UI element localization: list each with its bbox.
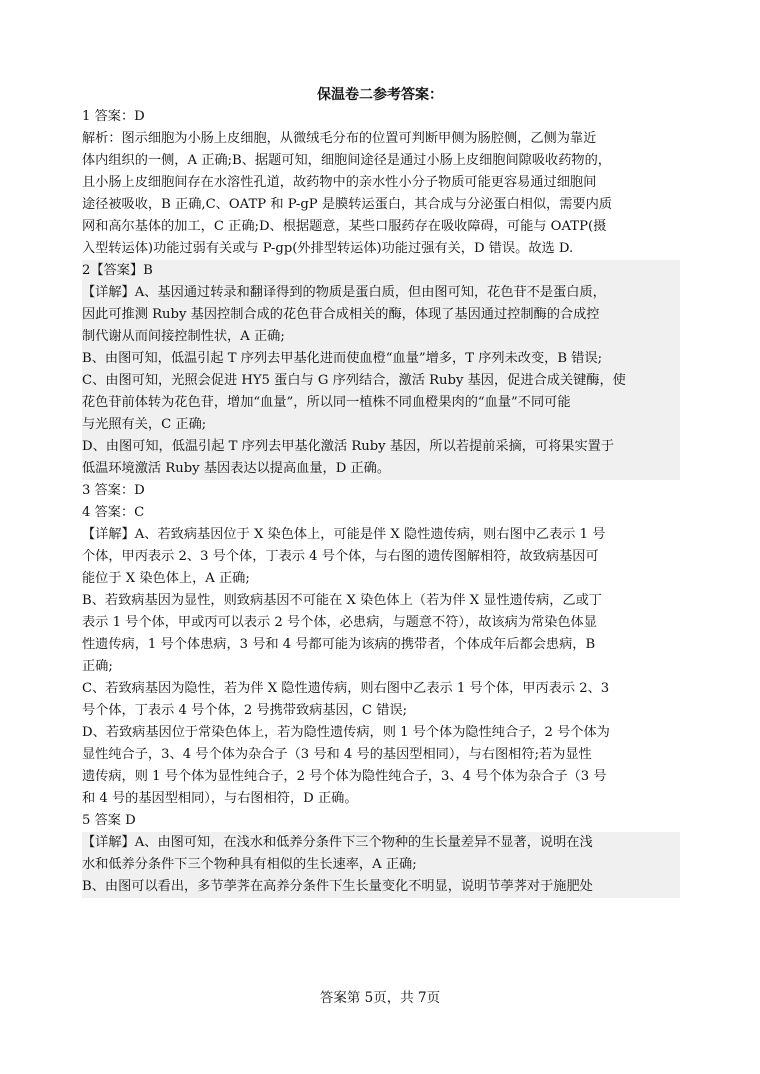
page-footer: 答案第 5页，共 7页	[319, 990, 441, 1006]
text-line: 低温环境激活 Ruby 基因表达以提高血量，D 正确。	[82, 458, 680, 480]
text-line: C、若致病基因为隐性，若为伴 X 隐性遗传病，则右图中乙表示 1 号个体，甲丙表示 2、3	[82, 681, 610, 696]
text-line: 能位于 X 染色体上，A 正确;	[82, 571, 250, 586]
text-line: B、若致病基因为显性，则致病基因不可能在 X 染色体上（若为伴 X 显性遗传病，乙或丁	[82, 593, 602, 608]
text-line: 个体，甲丙表示 2、3 号个体，丁表示 4 号个体，与右图的遗传图解相符，故致病基因可	[82, 549, 599, 564]
text-line: 正确;	[82, 659, 113, 674]
text-line: 网和高尔基体的加工，C 正确;D、根据题意，某些口服药存在吸收障碍，可能与 OATP(摄	[82, 219, 607, 234]
text-line: 遗传病，则 1 号个体为显性纯合子，2 号个体为隐性纯合子，3、4 号个体为杂合子（3 号	[82, 769, 607, 784]
text-line: 3 答案：D	[82, 483, 145, 498]
text-line: 且小肠上皮细胞间存在水溶性孔道，故药物中的亲水性小分子物质可能更容易通过细胞间	[82, 175, 597, 190]
answer-body	[82, 106, 680, 898]
text-line: 与光照有关，C 正确;	[82, 414, 680, 436]
text-line: 1 答案：D	[82, 109, 145, 124]
text-line: B、由图可知，低温引起 T 序列去甲基化进而使血橙“血量”增多，T 序列未改变，B 错误;	[82, 348, 680, 370]
text-line: 水和低养分条件下三个物种具有相似的生长速率，A 正确;	[82, 854, 680, 876]
text-line: 途径被吸收，B 正确,C、OATP 和 P-gP 是膜转运蛋白，其合成与分泌蛋白相似，需要内质	[82, 197, 612, 212]
text-line: 体内组织的一侧，A 正确;B、据题可知，细胞间途径是通过小肠上皮细胞间隙吸收药物的，	[82, 153, 611, 168]
document-title: 保温卷二参考答案：	[317, 87, 443, 103]
text-line: D、若致病基因位于常染色体上，若为隐性遗传病，则 1 号个体为隐性纯合子，2 号个体为	[82, 725, 610, 740]
text-line: B、由图可以看出，多节荸荠在高养分条件下生长量变化不明显，说明节荸荠对于施肥处	[82, 876, 680, 898]
text-line: 入型转运体)功能过弱有关或与 P-gp(外排型转运体)功能过强有关，D 错误。故选 D.	[82, 241, 574, 256]
text-line: C、由图可知，光照会促进 HY5 蛋白与 G 序列结合，激活 Ruby 基因，促进合成关键酶，使	[82, 370, 680, 392]
text-line: 花色苷前体转为花色苷，增加“血量”，所以同一植株不同血橙果肉的“血量”不同可能	[82, 392, 680, 414]
text-line: 【详解】A、由图可知，在浅水和低养分条件下三个物种的生长量差异不显著，说明在浅	[82, 832, 680, 854]
text-line: 5 答案 D	[82, 813, 136, 828]
text-line: 【详解】A、若致病基因位于 X 染色体上，可能是伴 X 隐性遗传病，则右图中乙表示 1 号	[82, 527, 606, 542]
text-line: 2【答案】B	[82, 260, 680, 282]
text-line: 因此可推测 Ruby 基因控制合成的花色苷合成相关的酶，体现了基因通过控制酶的合成控	[82, 304, 680, 326]
text-line: 和 4 号的基因型相同），与右图相符，D 正确。	[82, 791, 358, 806]
text-line: 【详解】A、基因通过转录和翻译得到的物质是蛋白质，但由图可知，花色苷不是蛋白质，	[82, 282, 680, 304]
text-line: 制代谢从而间接控制性状，A 正确;	[82, 326, 680, 348]
text-line: 4 答案：C	[82, 505, 145, 520]
text-line: 显性纯合子，3、4 号个体为杂合子（3 号和 4 号的基因型相同），与右图相符;若为显性	[82, 747, 592, 762]
text-line: 解析：图示细胞为小肠上皮细胞，从微绒毛分布的位置可判断甲侧为肠腔侧，乙侧为靠近	[82, 131, 597, 146]
text-line: 性遗传病，1 号个体患病，3 号和 4 号都可能为该病的携带者，个体成年后都会患病，B	[82, 637, 596, 652]
text-line: 号个体，丁表示 4 号个体，2 号携带致病基因，C 错误;	[82, 703, 408, 718]
text-line: D、由图可知，低温引起 T 序列去甲基化激活 Ruby 基因，所以若提前采摘，可将果实置于	[82, 436, 680, 458]
text-line: 表示 1 号个体，甲或丙可以表示 2 号个体，必患病，与题意不符），故该病为常染色体显	[82, 615, 597, 630]
